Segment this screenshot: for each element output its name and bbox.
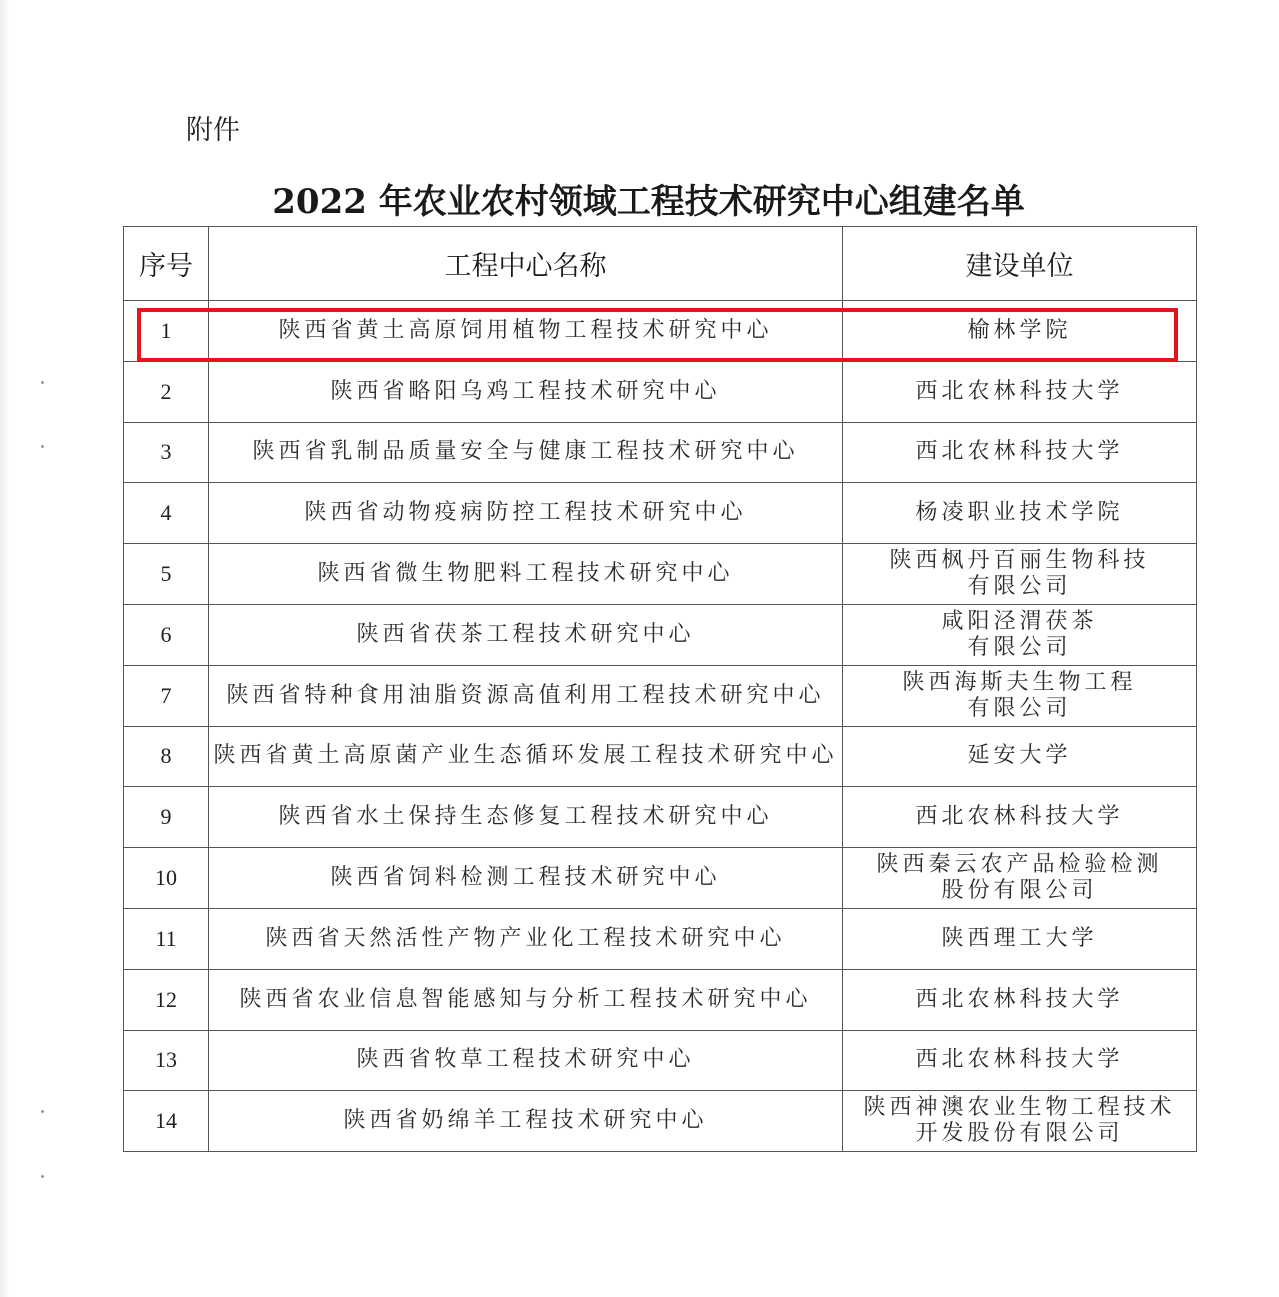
table-row	[124, 604, 1197, 665]
center-name: 陕西省特种食用油脂资源高值利用工程技术研究中心	[209, 665, 843, 726]
table-body	[124, 301, 1197, 1152]
row-index: 8	[124, 726, 209, 787]
construction-unit: 西北农林科技大学	[843, 787, 1197, 848]
table-header-row	[124, 227, 1197, 301]
row-index: 2	[124, 361, 209, 422]
center-name: 陕西省天然活性产物产业化工程技术研究中心	[209, 908, 843, 969]
table-row	[124, 544, 1197, 605]
center-name: 陕西省动物疫病防控工程技术研究中心	[209, 483, 843, 544]
row-index: 4	[124, 483, 209, 544]
construction-unit: 西北农林科技大学	[843, 361, 1197, 422]
center-name: 陕西省农业信息智能感知与分析工程技术研究中心	[209, 969, 843, 1030]
row-index: 11	[124, 908, 209, 969]
construction-unit: 西北农林科技大学	[843, 1030, 1197, 1091]
row-index: 14	[124, 1091, 209, 1152]
table-row	[124, 422, 1197, 483]
construction-unit: 陕西枫丹百丽生物科技 有限公司	[843, 544, 1197, 605]
construction-unit: 咸阳泾渭茯茶 有限公司	[843, 604, 1197, 665]
scan-speck	[41, 445, 44, 448]
scan-speck	[41, 381, 44, 384]
construction-unit: 西北农林科技大学	[843, 422, 1197, 483]
construction-unit: 延安大学	[843, 726, 1197, 787]
table-row	[124, 908, 1197, 969]
attachment-label: 附件	[186, 115, 240, 146]
table-row	[124, 665, 1197, 726]
construction-unit: 陕西神澳农业生物工程技术 开发股份有限公司	[843, 1091, 1197, 1152]
scan-speck	[41, 1110, 44, 1113]
row-index: 9	[124, 787, 209, 848]
document-title: 2022 年农业农村领域工程技术研究中心组建名单	[272, 182, 1025, 222]
column-header-unit: 建设单位	[843, 227, 1197, 301]
construction-unit: 陕西秦云农产品检验检测 股份有限公司	[843, 848, 1197, 909]
center-name: 陕西省茯茶工程技术研究中心	[209, 604, 843, 665]
center-list-table	[123, 226, 1197, 1152]
center-name: 陕西省乳制品质量安全与健康工程技术研究中心	[209, 422, 843, 483]
table-row	[124, 361, 1197, 422]
construction-unit: 陕西海斯夫生物工程 有限公司	[843, 665, 1197, 726]
column-header-index: 序号	[124, 227, 209, 301]
construction-unit: 杨凌职业技术学院	[843, 483, 1197, 544]
row-index: 12	[124, 969, 209, 1030]
center-name: 陕西省黄土高原菌产业生态循环发展工程技术研究中心	[209, 726, 843, 787]
row-index: 10	[124, 848, 209, 909]
center-name: 陕西省饲料检测工程技术研究中心	[209, 848, 843, 909]
table-row	[124, 787, 1197, 848]
center-name: 陕西省奶绵羊工程技术研究中心	[209, 1091, 843, 1152]
table-row	[124, 726, 1197, 787]
center-name: 陕西省水土保持生态修复工程技术研究中心	[209, 787, 843, 848]
construction-unit: 榆林学院	[843, 301, 1197, 362]
center-name: 陕西省微生物肥料工程技术研究中心	[209, 544, 843, 605]
center-name: 陕西省牧草工程技术研究中心	[209, 1030, 843, 1091]
table-row	[124, 301, 1197, 362]
table-row	[124, 483, 1197, 544]
scan-speck	[41, 1175, 44, 1178]
row-index: 1	[124, 301, 209, 362]
row-index: 13	[124, 1030, 209, 1091]
center-name: 陕西省黄土高原饲用植物工程技术研究中心	[209, 301, 843, 362]
table-row	[124, 969, 1197, 1030]
construction-unit: 西北农林科技大学	[843, 969, 1197, 1030]
column-header-center-name: 工程中心名称	[209, 227, 843, 301]
row-index: 7	[124, 665, 209, 726]
row-index: 6	[124, 604, 209, 665]
center-name: 陕西省略阳乌鸡工程技术研究中心	[209, 361, 843, 422]
table-row	[124, 1091, 1197, 1152]
construction-unit: 陕西理工大学	[843, 908, 1197, 969]
row-index: 5	[124, 544, 209, 605]
row-index: 3	[124, 422, 209, 483]
table-row	[124, 848, 1197, 909]
table-row	[124, 1030, 1197, 1091]
